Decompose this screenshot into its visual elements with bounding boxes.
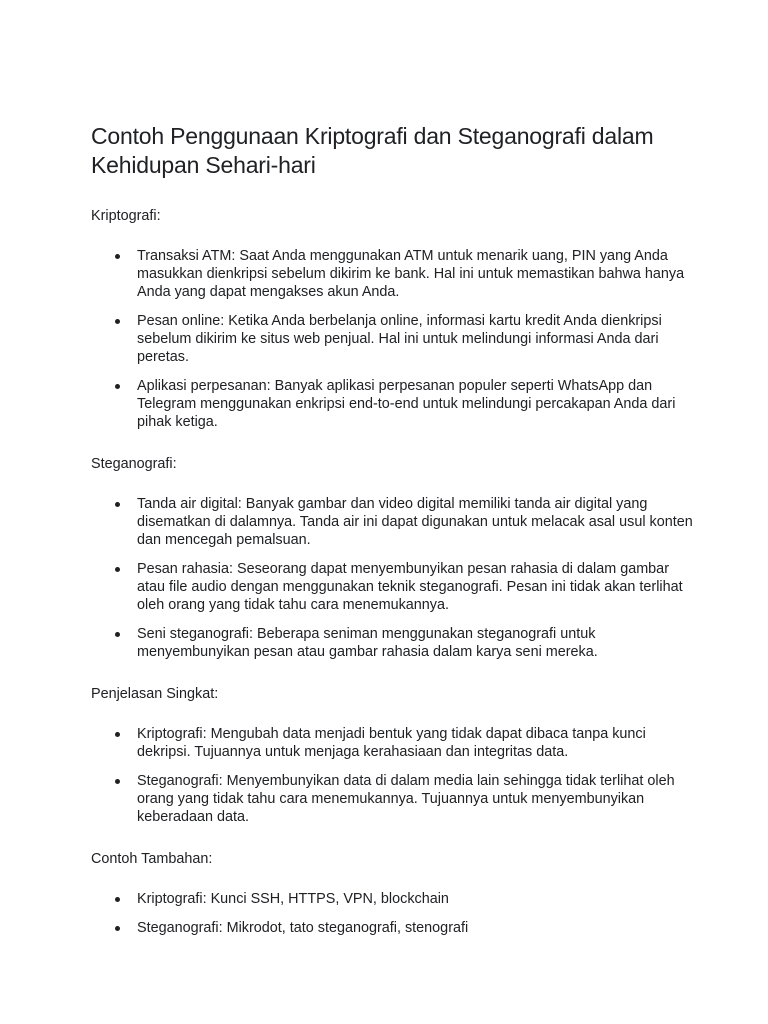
list-item-text: Kriptografi: Kunci SSH, HTTPS, VPN, blockchain (137, 891, 449, 907)
bullet-list (91, 247, 698, 431)
list-item-text: Kriptografi: Mengubah data menjadi bentuk yang tidak dapat dibaca tanpa kunci dekripsi. Tujuannya untuk menjaga kerahasiaan dan integritas data. (137, 726, 646, 760)
list-item-text: Steganografi: Menyembunyikan data di dalam media lain sehingga tidak terlihat oleh orang yang tidak tahu cara menemukannya. Tujuannya untuk menyembunyikan keberadaan data. (137, 773, 675, 825)
bullet-list (91, 495, 698, 661)
list-item (91, 625, 698, 661)
list-item-text: Transaksi ATM: Saat Anda menggunakan ATM untuk menarik uang, PIN yang Anda masukkan dienkripsi sebelum dikirim ke bank. Hal ini untuk memastikan bahwa hanya Anda yang dapat mengakses akun Anda. (137, 248, 685, 300)
list-item (91, 725, 698, 761)
bullet-dot-icon (115, 779, 120, 784)
list-item (91, 890, 698, 908)
bullet-dot-icon (115, 502, 120, 507)
bullet-dot-icon (115, 254, 120, 259)
list-item (91, 772, 698, 826)
bullet-dot-icon (115, 732, 120, 737)
list-item-text: Pesan rahasia: Seseorang dapat menyembunyikan pesan rahasia di dalam gambar atau file audio dengan menggunakan teknik steganografi. Pesan ini tidak akan terlihat oleh orang yang tidak tahu cara menemukannya. (137, 561, 683, 613)
bullet-dot-icon (115, 384, 120, 389)
section-steganografi (91, 455, 698, 661)
section-kriptografi (91, 207, 698, 431)
list-item (91, 495, 698, 549)
list-item (91, 312, 698, 366)
list-item-text: Tanda air digital: Banyak gambar dan video digital memiliki tanda air digital yang disematkan di dalamnya. Tanda air ini dapat digunakan untuk melacak asal usul konten dan mencegah pemalsuan. (137, 496, 693, 548)
list-item-text: Aplikasi perpesanan: Banyak aplikasi perpesanan populer seperti WhatsApp dan Telegram menggunakan enkripsi end-to-end untuk melindungi percakapan Anda dari pihak ketiga. (137, 378, 676, 430)
list-item (91, 377, 698, 431)
list-item-text: Seni steganografi: Beberapa seniman menggunakan steganografi untuk menyembunyikan pesan atau gambar rahasia dalam karya seni mereka. (137, 626, 598, 660)
list-item-text: Pesan online: Ketika Anda berbelanja online, informasi kartu kredit Anda dienkripsi sebelum dikirim ke situs web penjual. Hal ini untuk melindungi informasi Anda dari peretas. (137, 313, 662, 365)
section-label: Kriptografi: (91, 208, 161, 224)
bullet-dot-icon (115, 926, 120, 931)
bullet-dot-icon (115, 319, 120, 324)
list-item (91, 247, 698, 301)
bullet-dot-icon (115, 567, 120, 572)
section-contoh-tambahan (91, 850, 698, 937)
document-title: Contoh Penggunaan Kriptografi dan Steganografi dalam Kehidupan Sehari-hari (91, 123, 654, 178)
list-item (91, 560, 698, 614)
section-label: Penjelasan Singkat: (91, 686, 219, 702)
bullet-list (91, 890, 698, 937)
section-label: Contoh Tambahan: (91, 851, 213, 867)
bullet-dot-icon (115, 897, 120, 902)
section-penjelasan-singkat (91, 685, 698, 826)
bullet-list (91, 725, 698, 826)
list-item (91, 919, 698, 937)
list-item-text: Steganografi: Mikrodot, tato steganografi, stenografi (137, 920, 469, 936)
bullet-dot-icon (115, 632, 120, 637)
section-label: Steganografi: (91, 456, 177, 472)
